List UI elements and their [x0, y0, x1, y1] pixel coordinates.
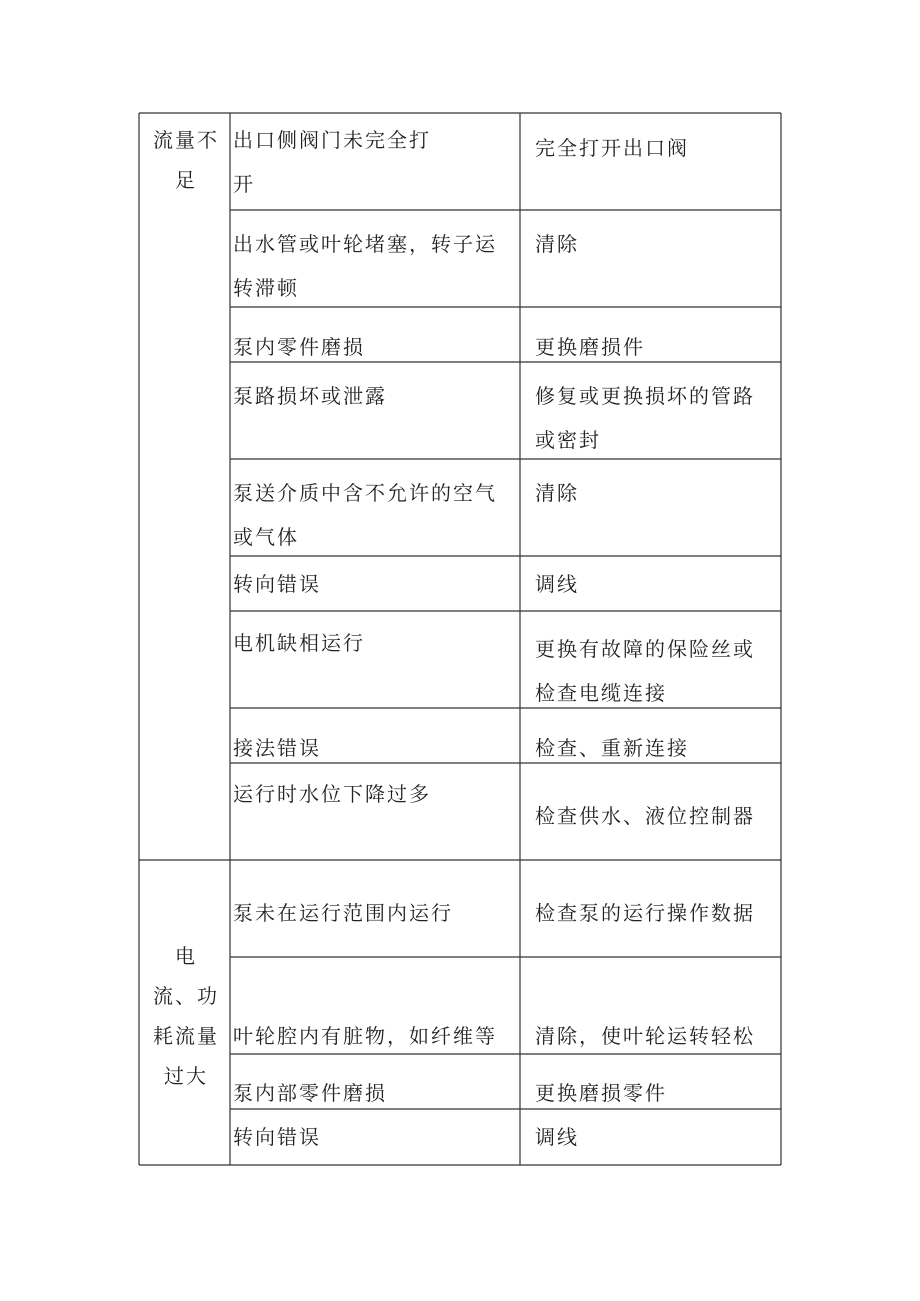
cause-cell: 出口侧阀门未完全打 开	[233, 128, 431, 196]
cause-cell: 泵内部零件磨损	[233, 1081, 387, 1105]
remedy-cell: 清除	[535, 232, 579, 256]
cause-cell: 转向错误	[233, 1125, 321, 1149]
remedy-cell: 更换有故障的保险丝或 检查电缆连接	[535, 637, 755, 705]
remedy-cell: 检查、重新连接	[535, 736, 689, 760]
remedy-cell: 调线	[535, 572, 579, 596]
remedy-cell: 修复或更换损坏的管路 或密封	[535, 384, 755, 452]
cause-cell: 电机缺相运行	[233, 631, 365, 655]
category-current-too-high: 电 流、功 耗流量 过大	[153, 944, 219, 1088]
cause-cell: 接法错误	[233, 736, 321, 760]
cause-cell: 出水管或叶轮堵塞，转子运 转滞顿	[233, 232, 497, 300]
remedy-cell: 清除，使叶轮运转轻松	[535, 1024, 755, 1048]
cause-cell: 泵路损坏或泄露	[233, 384, 387, 408]
remedy-cell: 更换磨损零件	[535, 1081, 667, 1105]
cause-cell: 运行时水位下降过多	[233, 782, 431, 806]
cause-cell: 泵送介质中含不允许的空气 或气体	[233, 481, 497, 549]
remedy-cell: 完全打开出口阀	[535, 136, 689, 160]
category-flow-insufficient: 流量不 足	[153, 128, 219, 192]
cause-cell: 叶轮腔内有脏物，如纤维等	[233, 1024, 497, 1048]
remedy-cell: 调线	[535, 1125, 579, 1149]
cause-cell: 泵内零件磨损	[233, 335, 365, 359]
cause-cell: 泵未在运行范围内运行	[233, 901, 453, 925]
cause-cell: 转向错误	[233, 572, 321, 596]
remedy-cell: 清除	[535, 481, 579, 505]
remedy-cell: 更换磨损件	[535, 335, 645, 359]
remedy-cell: 检查供水、液位控制器	[535, 804, 755, 828]
remedy-cell: 检查泵的运行操作数据	[535, 901, 755, 925]
